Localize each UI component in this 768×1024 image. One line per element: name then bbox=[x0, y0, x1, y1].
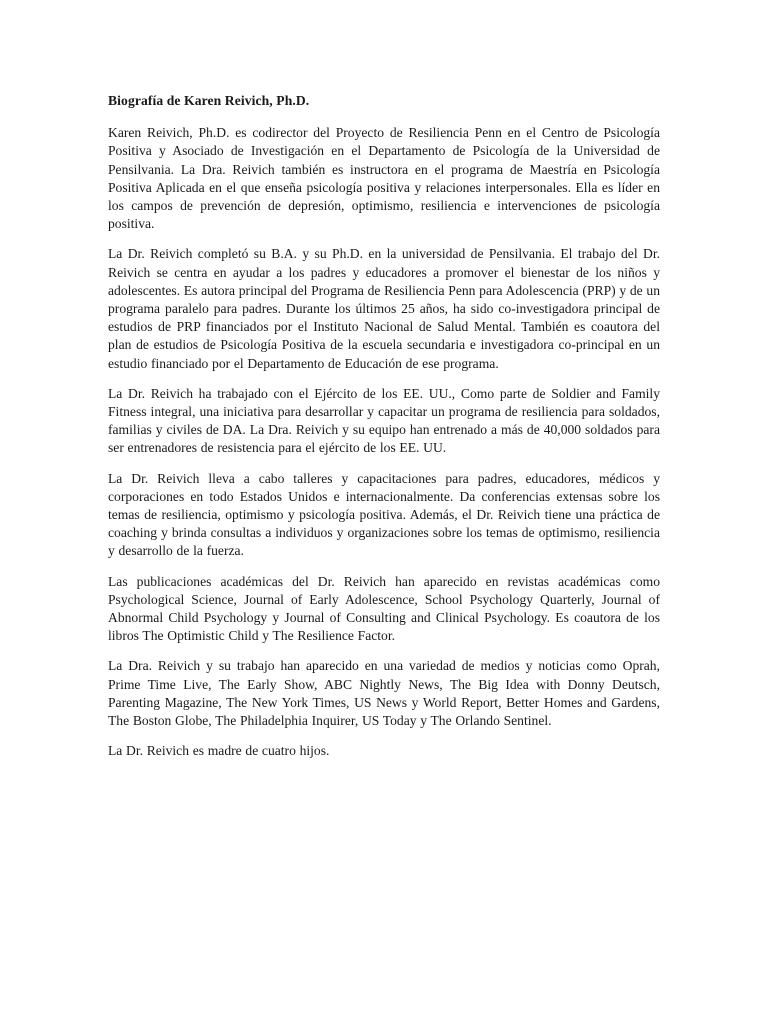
paragraph-education: La Dr. Reivich completó su B.A. y su Ph.D. en la universidad de Pensilvania. El trabajo del Dr. Reivich se centra en ayudar a los padres y educadores a promover el bienestar de los niños y adolescentes. Es autora principal del Programa de Resiliencia Penn para Adolescencia (PRP) y de un programa paralelo para padres. Durante los últimos 25 años, ha sido co-investigadora principal de estudios de PRP financiados por el Instituto Nacional de Salud Mental. También es coautora del plan de estudios de Psicología Positiva de la escuela secundaria e investigadora co-principal en un estudio financiado por el Departamento de Educación de ese programa. bbox=[108, 246, 660, 371]
paragraph-family: La Dr. Reivich es madre de cuatro hijos. bbox=[108, 743, 330, 759]
paragraph-army: La Dr. Reivich ha trabajado con el Ejército de los EE. UU., Como parte de Soldier and Family Fitness integral, una iniciativa para desarrollar y capacitar un programa de resiliencia para soldados, familias y civiles de DA. La Dra. Reivich y su equipo han entrenado a más de 40,000 soldados para ser entrenadores de resistencia para el ejército de los EE. UU. bbox=[108, 385, 660, 456]
paragraph-publications: Las publicaciones académicas del Dr. Reivich han aparecido en revistas académicas como Psychological Science, Journal of Early Adolescence, School Psychology Quarterly, Journal of Abnormal Child Psychology y Journal of Consulting and Clinical Psychology. Es coautora de los libros The Optimistic Child y The Resilience Factor. bbox=[108, 573, 660, 644]
paragraph-media: La Dra. Reivich y su trabajo han aparecido en una variedad de medios y noticias como Oprah, Prime Time Live, The Early Show, ABC Nightly News, The Big Idea with Donny Deutsch, Parenting Magazine, The New York Times, US News y World Report, Better Homes and Gardens, The Boston Globe, The Philadelphia Inquirer, US Today y The Orlando Sentinel. bbox=[108, 658, 660, 729]
paragraph-workshops: La Dr. Reivich lleva a cabo talleres y capacitaciones para padres, educadores, médicos y corporaciones en todo Estados Unidos e internacionalmente. Da conferencias extensas sobre los temas de resiliencia, optimismo y psicología positiva. Además, el Dr. Reivich tiene una práctica de coaching y brinda consultas a individuos y organizaciones sobre los temas de optimismo, resiliencia y desarrollo de la fuerza. bbox=[108, 470, 660, 559]
document-page bbox=[108, 92, 660, 773]
document-title: Biografía de Karen Reivich, Ph.D. bbox=[108, 93, 310, 108]
paragraph-intro: Karen Reivich, Ph.D. es codirector del Proyecto de Resiliencia Penn en el Centro de Psicología Positiva y Asociado de Investigación en el Departamento de Psicología de la Universidad de Pensilvania. La Dra. Reivich también es instructora en el programa de Maestría en Psicología Positiva Aplicada en el que enseña psicología positiva y relaciones interpersonales. Ella es líder en los campos de prevención de depresión, optimismo, resiliencia e intervenciones de psicología positiva. bbox=[108, 125, 660, 232]
